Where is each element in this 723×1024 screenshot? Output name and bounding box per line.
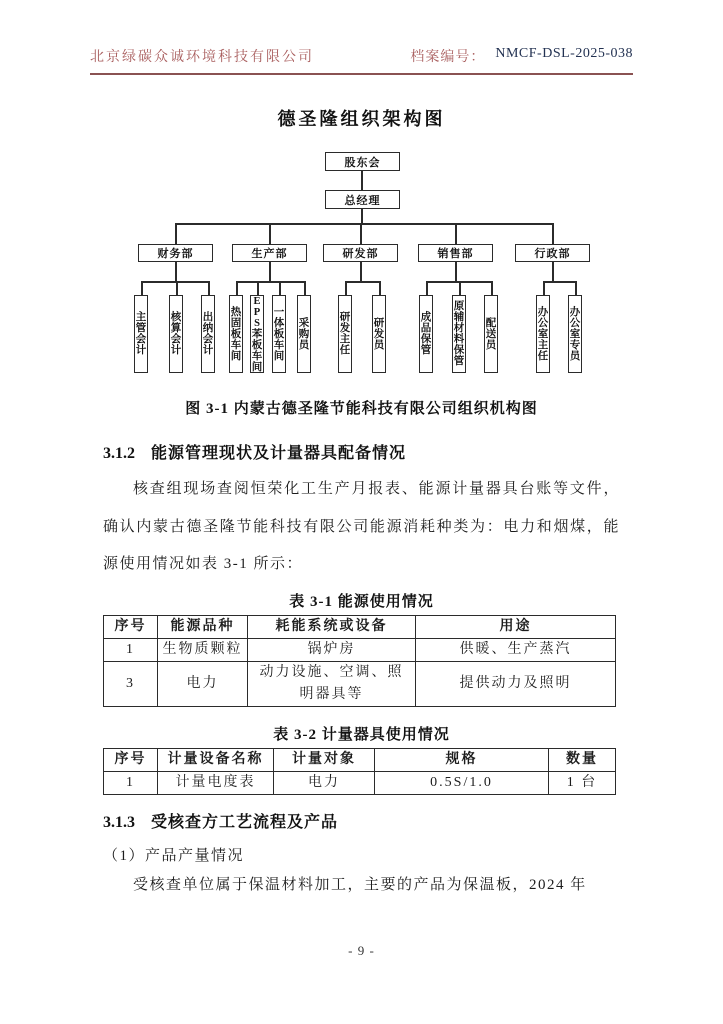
org-box-finished-goods-keeper: 成品保管 bbox=[419, 295, 433, 373]
org-box-admin-dept: 行政部 bbox=[515, 244, 590, 262]
connector-line bbox=[455, 223, 457, 244]
connector-line bbox=[491, 281, 493, 295]
org-box-finance-dept: 财务部 bbox=[138, 244, 213, 262]
connector-line bbox=[361, 171, 363, 190]
section-heading-312 bbox=[103, 440, 620, 463]
connector-line bbox=[175, 262, 177, 281]
page-header bbox=[90, 46, 633, 75]
page-number: - 9 - bbox=[348, 943, 375, 958]
table-cell: 生物质颗粒 bbox=[158, 638, 248, 661]
table-cell: 1 bbox=[104, 771, 158, 794]
table-3-1-title: 表 3-1 能源使用情况 bbox=[289, 593, 434, 610]
company-name: 北京绿碳众诚环境科技有限公司 bbox=[90, 50, 314, 65]
archive-number-group bbox=[410, 46, 633, 66]
column-header: 规格 bbox=[375, 748, 549, 771]
table-cell: 电力 bbox=[158, 661, 248, 706]
table-row bbox=[104, 661, 616, 706]
table-cell: 计量电度表 bbox=[158, 771, 274, 794]
org-box-integrated-board-workshop: 一体板车间 bbox=[272, 295, 286, 373]
table-3-2 bbox=[103, 748, 616, 795]
connector-line bbox=[575, 281, 577, 295]
connector-line bbox=[175, 223, 177, 244]
org-box-chief-accountant: 主管会计 bbox=[134, 295, 148, 373]
column-header: 能源品种 bbox=[158, 615, 248, 638]
section-title: 能源管理现状及计量器具配备情况 bbox=[151, 445, 407, 462]
table-cell: 锅炉房 bbox=[248, 638, 416, 661]
connector-line bbox=[361, 209, 363, 223]
connector-line bbox=[269, 223, 271, 244]
table-row bbox=[104, 771, 616, 794]
connector-line bbox=[455, 262, 457, 281]
table-row bbox=[104, 638, 616, 661]
org-box-eps-workshop: EPS苯板车间 bbox=[251, 295, 263, 373]
connector-line bbox=[345, 281, 347, 295]
org-box-cashier-accountant: 出纳会计 bbox=[201, 295, 215, 373]
org-chart-title: 德圣隆组织架构图 bbox=[277, 109, 446, 129]
org-box-office-specialist: 办公室专员 bbox=[568, 295, 582, 373]
org-box-rnd-director: 研发主任 bbox=[338, 295, 352, 373]
column-header: 计量对象 bbox=[274, 748, 375, 771]
column-header: 数量 bbox=[549, 748, 616, 771]
table-cell: 1 台 bbox=[549, 771, 616, 794]
connector-line bbox=[360, 223, 362, 244]
connector-line bbox=[208, 281, 210, 295]
org-box-delivery-staff: 配送员 bbox=[484, 295, 498, 373]
column-header: 用途 bbox=[416, 615, 616, 638]
body-paragraph: 受核查单位属于保温材料加工，主要的产品为保温板，2024 年 bbox=[133, 876, 587, 893]
body-paragraph: 核查组现场查阅恒荣化工生产月报表、能源计量器具台账等文件，确认内蒙古德圣隆节能科技有限公司能源消耗种类为：电力和烟煤，能源使用情况如表 3-1 所示： bbox=[103, 481, 620, 572]
section-number: 3.1.3 bbox=[103, 813, 135, 831]
connector-line bbox=[304, 281, 306, 295]
archive-number: NMCF-DSL-2025-038 bbox=[495, 46, 633, 61]
table-cell: 提供动力及照明 bbox=[416, 661, 616, 706]
list-item-1: （1）产品产量情况 bbox=[103, 847, 245, 864]
connector-line bbox=[360, 262, 362, 281]
column-header: 计量设备名称 bbox=[158, 748, 274, 771]
section-title: 受核查方工艺流程及产品 bbox=[151, 813, 339, 831]
figure-caption: 图 3-1 内蒙古德圣隆节能科技有限公司组织机构图 bbox=[185, 401, 538, 417]
column-header: 耗能系统或设备 bbox=[248, 615, 416, 638]
org-box-office-director: 办公室主任 bbox=[536, 295, 550, 373]
org-box-thermoset-workshop: 热固板车间 bbox=[229, 295, 243, 373]
table-cell: 1 bbox=[104, 638, 158, 661]
column-header: 序号 bbox=[104, 615, 158, 638]
table-cell: 供暖、生产蒸汽 bbox=[416, 638, 616, 661]
org-box-production-dept: 生产部 bbox=[232, 244, 307, 262]
table-header-row bbox=[104, 748, 616, 771]
org-box-shareholders: 股东会 bbox=[325, 152, 400, 171]
archive-label: 档案编号： bbox=[410, 50, 486, 65]
org-chart bbox=[0, 75, 723, 387]
org-box-rnd-dept: 研发部 bbox=[323, 244, 398, 262]
org-box-sales-dept: 销售部 bbox=[418, 244, 493, 262]
table-header-row bbox=[104, 615, 616, 638]
connector-line bbox=[141, 281, 143, 295]
connector-line bbox=[236, 281, 306, 283]
connector-line bbox=[279, 281, 281, 295]
connector-line bbox=[426, 281, 428, 295]
connector-line bbox=[379, 281, 381, 295]
connector-line bbox=[345, 281, 381, 283]
table-cell: 0.5S/1.0 bbox=[375, 771, 549, 794]
table-cell: 3 bbox=[104, 661, 158, 706]
section-heading-313 bbox=[103, 809, 620, 832]
table-cell: 动力设施、空调、照明器具等 bbox=[248, 661, 416, 706]
table-cell: 电力 bbox=[274, 771, 375, 794]
connector-line bbox=[552, 223, 554, 244]
connector-line bbox=[543, 281, 577, 283]
connector-line bbox=[257, 281, 259, 295]
org-box-purchaser: 采购员 bbox=[297, 295, 311, 373]
connector-line bbox=[269, 262, 271, 281]
connector-line bbox=[552, 262, 554, 281]
column-header: 序号 bbox=[104, 748, 158, 771]
table-3-2-title: 表 3-2 计量器具使用情况 bbox=[273, 726, 450, 743]
connector-line bbox=[543, 281, 545, 295]
org-box-accounting-accountant: 核算会计 bbox=[169, 295, 183, 373]
org-box-rnd-staff: 研发员 bbox=[372, 295, 386, 373]
org-box-general-manager: 总经理 bbox=[325, 190, 400, 209]
org-box-raw-material-keeper: 原辅材料保管 bbox=[452, 295, 466, 373]
connector-line bbox=[176, 281, 178, 295]
connector-line bbox=[175, 223, 554, 225]
connector-line bbox=[459, 281, 461, 295]
connector-line bbox=[236, 281, 238, 295]
section-number: 3.1.2 bbox=[103, 445, 135, 462]
table-3-1 bbox=[103, 615, 616, 707]
